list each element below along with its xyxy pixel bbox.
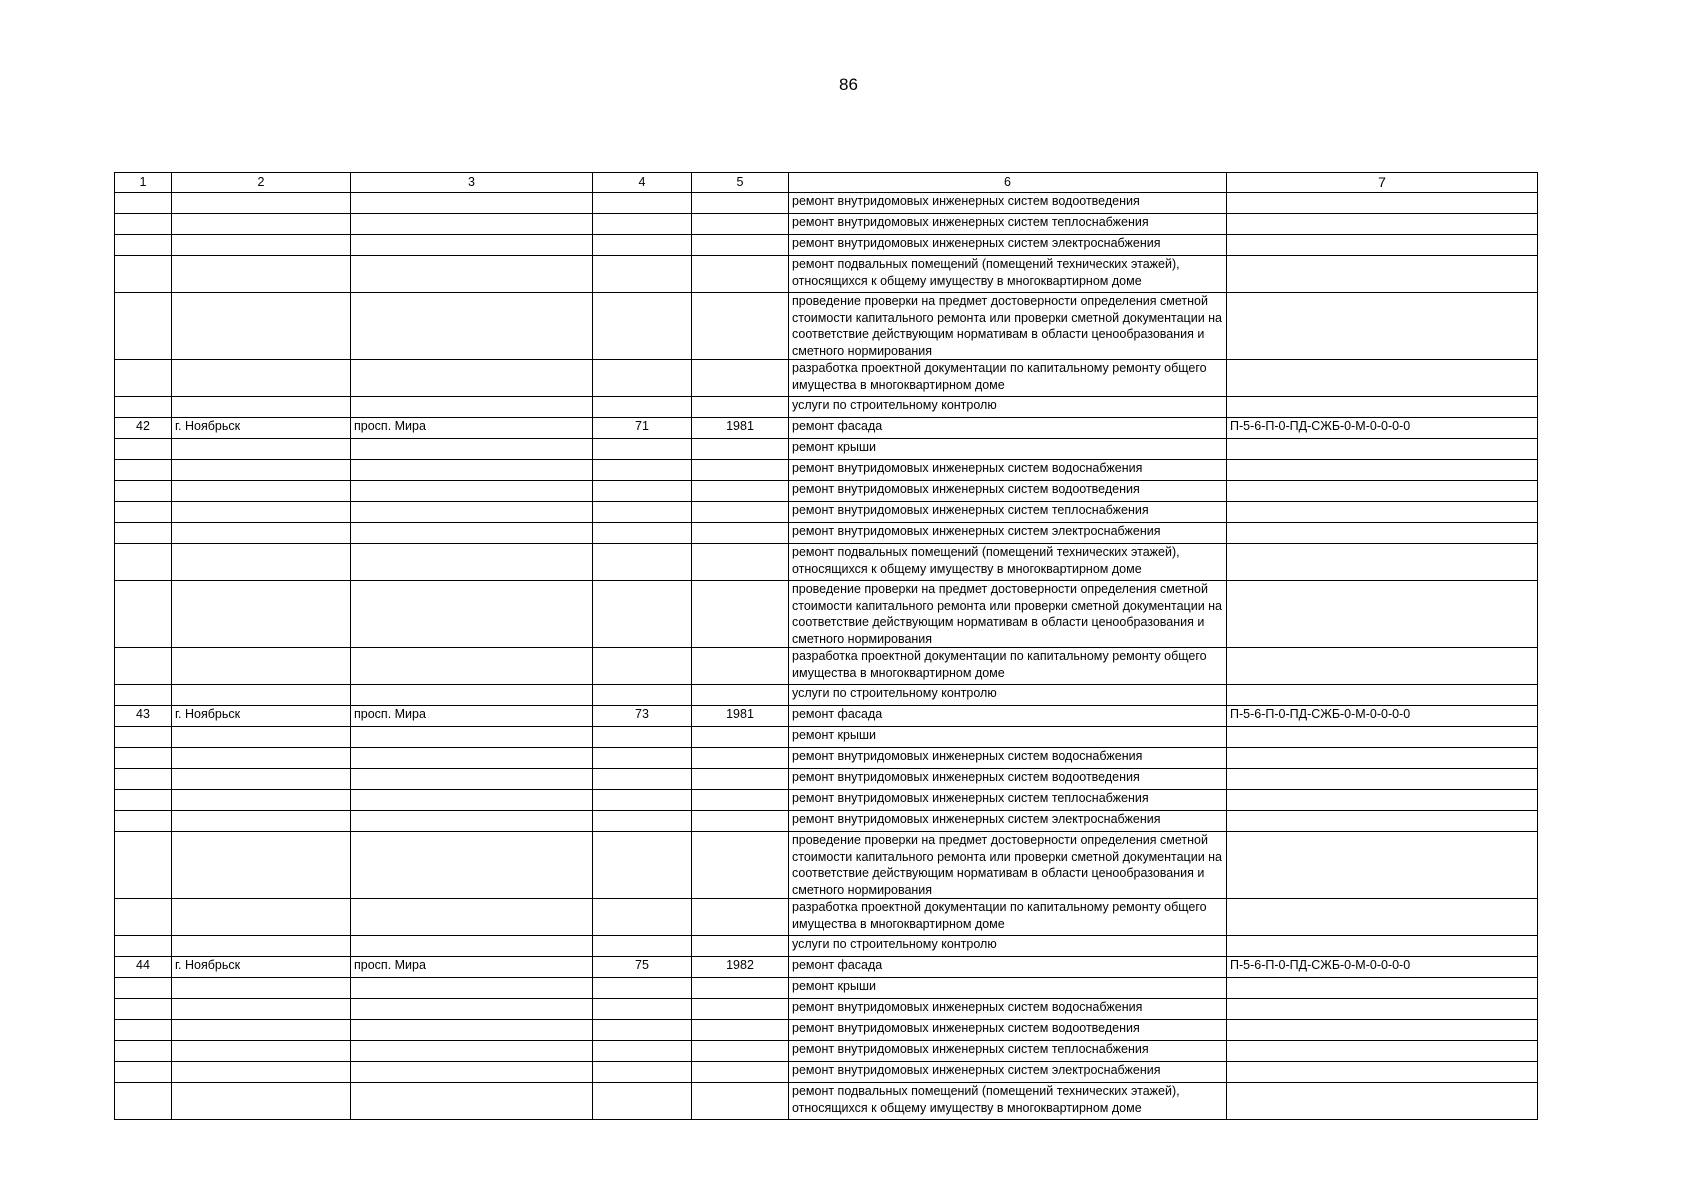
house-number-cell (593, 502, 692, 523)
table-row (115, 502, 1538, 523)
house-number-cell (593, 293, 692, 360)
table-row (115, 936, 1538, 957)
house-code-cell (1227, 1041, 1538, 1062)
city-cell (172, 360, 351, 397)
row-number-cell (115, 1062, 172, 1083)
year-built-cell (692, 648, 789, 685)
table-row (115, 999, 1538, 1020)
house-number-cell (593, 256, 692, 293)
year-built-cell (692, 193, 789, 214)
table-row (115, 293, 1538, 360)
table-row (115, 706, 1538, 727)
year-built-cell (692, 978, 789, 999)
street-cell (351, 727, 593, 748)
house-number-cell (593, 1020, 692, 1041)
work-type-cell: ремонт внутридомовых инженерных систем теплоснабжения (789, 214, 1227, 235)
row-number-cell (115, 1041, 172, 1062)
work-type-cell: ремонт внутридомовых инженерных систем электроснабжения (789, 811, 1227, 832)
house-code-cell (1227, 235, 1538, 256)
table-row (115, 748, 1538, 769)
house-code-cell (1227, 481, 1538, 502)
house-number-cell (593, 360, 692, 397)
city-cell (172, 899, 351, 936)
house-number-cell (593, 899, 692, 936)
repair-schedule-table (114, 172, 1538, 1120)
city-cell (172, 523, 351, 544)
row-number-cell (115, 481, 172, 502)
page-number: 86 (839, 75, 858, 94)
row-number-cell (115, 502, 172, 523)
table-row (115, 193, 1538, 214)
table-row (115, 1083, 1538, 1120)
city-cell (172, 727, 351, 748)
work-type-cell: проведение проверки на предмет достоверности определения сметной стоимости капитального ремонта или проверки сметной документации на соответствие действующим нормативам в области ценообразования и сметного нормирования (789, 581, 1227, 648)
house-code-cell (1227, 769, 1538, 790)
house-code-cell: П-5-6-П-0-ПД-СЖБ-0-М-0-0-0-0 (1227, 957, 1538, 978)
street-cell (351, 999, 593, 1020)
city-cell (172, 936, 351, 957)
table-row (115, 648, 1538, 685)
house-number-cell: 73 (593, 706, 692, 727)
house-code-cell (1227, 460, 1538, 481)
house-code-cell (1227, 523, 1538, 544)
work-type-cell: услуги по строительному контролю (789, 397, 1227, 418)
city-cell (172, 544, 351, 581)
work-type-cell: ремонт внутридомовых инженерных систем теплоснабжения (789, 790, 1227, 811)
house-code-cell (1227, 1062, 1538, 1083)
street-cell: просп. Мира (351, 418, 593, 439)
city-cell (172, 502, 351, 523)
city-cell (172, 811, 351, 832)
work-type-cell: ремонт внутридомовых инженерных систем водоснабжения (789, 999, 1227, 1020)
city-cell (172, 581, 351, 648)
table-row (115, 360, 1538, 397)
city-cell (172, 293, 351, 360)
work-type-cell: ремонт внутридомовых инженерных систем теплоснабжения (789, 502, 1227, 523)
table-row (115, 418, 1538, 439)
house-code-cell (1227, 214, 1538, 235)
year-built-cell (692, 999, 789, 1020)
row-number-cell (115, 1083, 172, 1120)
street-cell (351, 256, 593, 293)
house-number-cell (593, 581, 692, 648)
street-cell (351, 581, 593, 648)
city-cell (172, 648, 351, 685)
work-type-cell: ремонт фасада (789, 418, 1227, 439)
row-number-cell (115, 397, 172, 418)
work-type-cell: ремонт фасада (789, 706, 1227, 727)
house-number-cell (593, 1041, 692, 1062)
house-number-cell (593, 481, 692, 502)
city-cell (172, 1062, 351, 1083)
city-cell (172, 439, 351, 460)
street-cell (351, 978, 593, 999)
city-cell (172, 214, 351, 235)
city-cell (172, 193, 351, 214)
table-row (115, 811, 1538, 832)
column-header-4: 4 (593, 173, 692, 193)
year-built-cell (692, 1041, 789, 1062)
work-type-cell: ремонт фасада (789, 957, 1227, 978)
street-cell: просп. Мира (351, 957, 593, 978)
table-row (115, 460, 1538, 481)
year-built-cell (692, 581, 789, 648)
house-code-cell (1227, 936, 1538, 957)
house-code-cell (1227, 790, 1538, 811)
row-number-cell (115, 999, 172, 1020)
street-cell (351, 544, 593, 581)
city-cell (172, 832, 351, 899)
row-number-cell (115, 235, 172, 256)
house-number-cell (593, 727, 692, 748)
year-built-cell: 1981 (692, 418, 789, 439)
city-cell (172, 397, 351, 418)
city-cell (172, 256, 351, 293)
year-built-cell (692, 502, 789, 523)
table-row (115, 256, 1538, 293)
row-number-cell (115, 685, 172, 706)
street-cell (351, 439, 593, 460)
work-type-cell: ремонт подвальных помещений (помещений технических этажей), относящихся к общему имуществу в многоквартирном доме (789, 1083, 1227, 1120)
year-built-cell (692, 1020, 789, 1041)
city-cell (172, 790, 351, 811)
street-cell (351, 235, 593, 256)
work-type-cell: ремонт внутридомовых инженерных систем водоотведения (789, 1020, 1227, 1041)
street-cell: просп. Мира (351, 706, 593, 727)
row-number-cell (115, 460, 172, 481)
house-code-cell: П-5-6-П-0-ПД-СЖБ-0-М-0-0-0-0 (1227, 706, 1538, 727)
street-cell (351, 293, 593, 360)
house-code-cell (1227, 899, 1538, 936)
year-built-cell (692, 1083, 789, 1120)
work-type-cell: разработка проектной документации по капитальному ремонту общего имущества в многоквартирном доме (789, 360, 1227, 397)
street-cell (351, 648, 593, 685)
city-cell (172, 1083, 351, 1120)
street-cell (351, 1083, 593, 1120)
city-cell (172, 748, 351, 769)
work-type-cell: ремонт внутридомовых инженерных систем водоотведения (789, 193, 1227, 214)
row-number-cell (115, 978, 172, 999)
table-row (115, 832, 1538, 899)
year-built-cell (692, 748, 789, 769)
year-built-cell (692, 360, 789, 397)
year-built-cell (692, 293, 789, 360)
street-cell (351, 214, 593, 235)
city-cell (172, 1020, 351, 1041)
street-cell (351, 899, 593, 936)
year-built-cell (692, 936, 789, 957)
row-number-cell (115, 1020, 172, 1041)
work-type-cell: ремонт внутридомовых инженерных систем теплоснабжения (789, 1041, 1227, 1062)
work-type-cell: проведение проверки на предмет достоверности определения сметной стоимости капитального ремонта или проверки сметной документации на соответствие действующим нормативам в области ценообразования и сметного нормирования (789, 293, 1227, 360)
column-header-1: 1 (115, 173, 172, 193)
house-code-cell: П-5-6-П-0-ПД-СЖБ-0-М-0-0-0-0 (1227, 418, 1538, 439)
house-number-cell: 75 (593, 957, 692, 978)
row-number-cell (115, 439, 172, 460)
row-number-cell (115, 360, 172, 397)
table-row (115, 581, 1538, 648)
row-number-cell (115, 811, 172, 832)
year-built-cell (692, 899, 789, 936)
work-type-cell: ремонт подвальных помещений (помещений технических этажей), относящихся к общему имуществу в многоквартирном доме (789, 256, 1227, 293)
row-number-cell (115, 832, 172, 899)
row-number-cell (115, 214, 172, 235)
year-built-cell (692, 439, 789, 460)
table-row (115, 214, 1538, 235)
work-type-cell: ремонт внутридомовых инженерных систем электроснабжения (789, 235, 1227, 256)
row-number-cell (115, 748, 172, 769)
house-number-cell (593, 999, 692, 1020)
house-code-cell (1227, 439, 1538, 460)
work-type-cell: разработка проектной документации по капитальному ремонту общего имущества в многоквартирном доме (789, 648, 1227, 685)
street-cell (351, 832, 593, 899)
year-built-cell: 1982 (692, 957, 789, 978)
year-built-cell (692, 544, 789, 581)
house-code-cell (1227, 811, 1538, 832)
house-number-cell (593, 936, 692, 957)
street-cell (351, 460, 593, 481)
city-cell (172, 235, 351, 256)
house-number-cell: 71 (593, 418, 692, 439)
table-row (115, 899, 1538, 936)
row-number-cell (115, 899, 172, 936)
street-cell (351, 748, 593, 769)
table-row (115, 1020, 1538, 1041)
street-cell (351, 790, 593, 811)
table-row (115, 481, 1538, 502)
street-cell (351, 936, 593, 957)
city-cell (172, 1041, 351, 1062)
table-row (115, 769, 1538, 790)
street-cell (351, 481, 593, 502)
house-code-cell (1227, 978, 1538, 999)
work-type-cell: услуги по строительному контролю (789, 685, 1227, 706)
year-built-cell (692, 685, 789, 706)
house-code-cell (1227, 360, 1538, 397)
table-row (115, 544, 1538, 581)
work-type-cell: ремонт внутридомовых инженерных систем водоотведения (789, 769, 1227, 790)
column-header-3: 3 (351, 173, 593, 193)
house-code-cell (1227, 727, 1538, 748)
row-number-cell (115, 727, 172, 748)
house-code-cell (1227, 685, 1538, 706)
row-number-cell (115, 648, 172, 685)
year-built-cell (692, 769, 789, 790)
house-number-cell (593, 235, 692, 256)
city-cell: г. Ноябрьск (172, 957, 351, 978)
house-number-cell (593, 648, 692, 685)
street-cell (351, 769, 593, 790)
house-code-cell (1227, 256, 1538, 293)
table-row (115, 957, 1538, 978)
house-number-cell (593, 523, 692, 544)
house-number-cell (593, 1083, 692, 1120)
table-row (115, 1041, 1538, 1062)
house-number-cell (593, 439, 692, 460)
row-number-cell (115, 523, 172, 544)
street-cell (351, 397, 593, 418)
city-cell (172, 769, 351, 790)
year-built-cell (692, 811, 789, 832)
house-code-cell (1227, 502, 1538, 523)
table-row (115, 1062, 1538, 1083)
row-number-cell (115, 769, 172, 790)
year-built-cell (692, 1062, 789, 1083)
row-number-cell (115, 581, 172, 648)
work-type-cell: ремонт внутридомовых инженерных систем электроснабжения (789, 1062, 1227, 1083)
house-number-cell (593, 460, 692, 481)
city-cell (172, 481, 351, 502)
year-built-cell: 1981 (692, 706, 789, 727)
street-cell (351, 193, 593, 214)
house-number-cell (593, 1062, 692, 1083)
house-code-cell (1227, 544, 1538, 581)
work-type-cell: ремонт крыши (789, 727, 1227, 748)
street-cell (351, 1062, 593, 1083)
house-code-cell (1227, 1020, 1538, 1041)
year-built-cell (692, 523, 789, 544)
city-cell (172, 978, 351, 999)
table-row (115, 685, 1538, 706)
city-cell (172, 460, 351, 481)
work-type-cell: ремонт внутридомовых инженерных систем водоснабжения (789, 748, 1227, 769)
house-number-cell (593, 544, 692, 581)
column-header-5: 5 (692, 173, 789, 193)
house-number-cell (593, 193, 692, 214)
house-code-cell (1227, 397, 1538, 418)
year-built-cell (692, 256, 789, 293)
year-built-cell (692, 481, 789, 502)
house-code-cell (1227, 648, 1538, 685)
row-number-cell: 43 (115, 706, 172, 727)
work-type-cell: ремонт внутридомовых инженерных систем водоотведения (789, 481, 1227, 502)
work-type-cell: разработка проектной документации по капитальному ремонту общего имущества в многоквартирном доме (789, 899, 1227, 936)
table-row (115, 978, 1538, 999)
year-built-cell (692, 460, 789, 481)
house-number-cell (593, 832, 692, 899)
row-number-cell (115, 256, 172, 293)
work-type-cell: ремонт внутридомовых инженерных систем водоснабжения (789, 460, 1227, 481)
column-header-2: 2 (172, 173, 351, 193)
work-type-cell: ремонт крыши (789, 439, 1227, 460)
house-code-cell (1227, 999, 1538, 1020)
row-number-cell (115, 293, 172, 360)
street-cell (351, 1020, 593, 1041)
table-row (115, 790, 1538, 811)
column-header-6: 6 (789, 173, 1227, 193)
year-built-cell (692, 397, 789, 418)
table-row (115, 727, 1538, 748)
work-type-cell: проведение проверки на предмет достоверности определения сметной стоимости капитального ремонта или проверки сметной документации на соответствие действующим нормативам в области ценообразования и сметного нормирования (789, 832, 1227, 899)
row-number-cell: 44 (115, 957, 172, 978)
street-cell (351, 685, 593, 706)
table-row (115, 397, 1538, 418)
year-built-cell (692, 235, 789, 256)
house-code-cell (1227, 1083, 1538, 1120)
header-row (115, 173, 1538, 193)
house-code-cell (1227, 832, 1538, 899)
row-number-cell: 42 (115, 418, 172, 439)
table-row (115, 523, 1538, 544)
house-number-cell (593, 685, 692, 706)
work-type-cell: ремонт внутридомовых инженерных систем электроснабжения (789, 523, 1227, 544)
year-built-cell (692, 214, 789, 235)
work-type-cell: ремонт подвальных помещений (помещений технических этажей), относящихся к общему имуществу в многоквартирном доме (789, 544, 1227, 581)
street-cell (351, 523, 593, 544)
house-code-cell (1227, 581, 1538, 648)
year-built-cell (692, 790, 789, 811)
row-number-cell (115, 936, 172, 957)
row-number-cell (115, 544, 172, 581)
street-cell (351, 1041, 593, 1062)
house-number-cell (593, 790, 692, 811)
city-cell (172, 999, 351, 1020)
house-code-cell (1227, 748, 1538, 769)
row-number-cell (115, 193, 172, 214)
city-cell: г. Ноябрьск (172, 418, 351, 439)
house-number-cell (593, 214, 692, 235)
work-type-cell: услуги по строительному контролю (789, 936, 1227, 957)
table-body (115, 193, 1538, 1120)
column-header-7: 7 (1227, 173, 1538, 193)
house-number-cell (593, 397, 692, 418)
house-number-cell (593, 978, 692, 999)
house-number-cell (593, 811, 692, 832)
house-code-cell (1227, 293, 1538, 360)
year-built-cell (692, 832, 789, 899)
house-number-cell (593, 769, 692, 790)
street-cell (351, 811, 593, 832)
city-cell (172, 685, 351, 706)
table-row (115, 235, 1538, 256)
table-row (115, 439, 1538, 460)
year-built-cell (692, 727, 789, 748)
house-number-cell (593, 748, 692, 769)
row-number-cell (115, 790, 172, 811)
work-type-cell: ремонт крыши (789, 978, 1227, 999)
street-cell (351, 360, 593, 397)
city-cell: г. Ноябрьск (172, 706, 351, 727)
house-code-cell (1227, 193, 1538, 214)
street-cell (351, 502, 593, 523)
